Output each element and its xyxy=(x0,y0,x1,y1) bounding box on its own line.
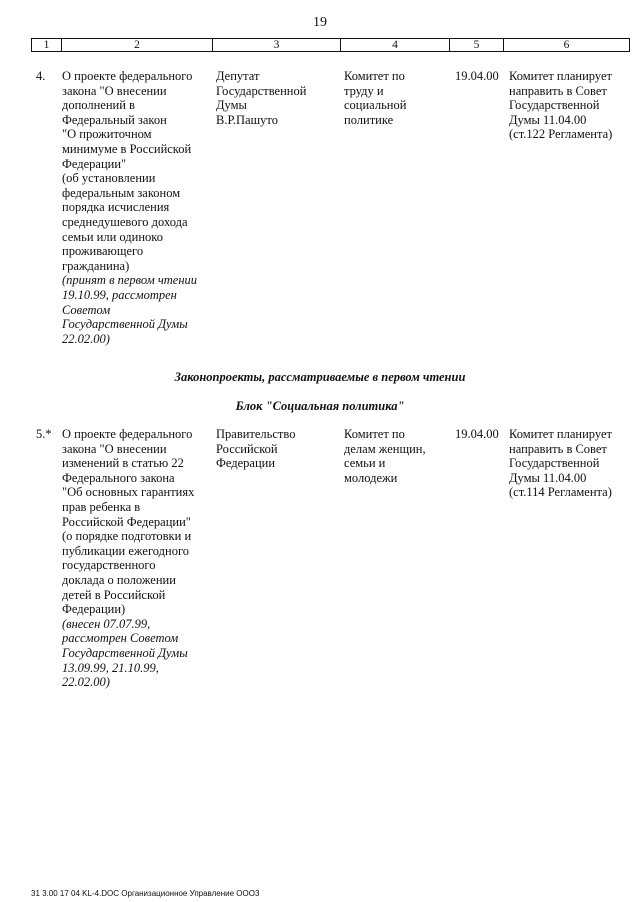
bill-title-line: гражданина) xyxy=(62,258,130,273)
author-line: Депутат xyxy=(216,69,260,83)
plan-line: Комитет планирует xyxy=(509,69,612,83)
bill-title-cell xyxy=(62,427,212,690)
column-header: 3 xyxy=(213,39,341,52)
author-line: Правительство xyxy=(216,427,296,441)
plan-line: направить в Совет xyxy=(509,83,607,98)
bill-status-note: 22.02.00) xyxy=(62,675,110,690)
bill-status-note: Государственной Думы xyxy=(62,317,188,332)
bill-title-line: изменений в статью 22 xyxy=(62,456,184,471)
bill-title-line: доклада о положении xyxy=(62,572,176,587)
bill-title-line: Федерации) xyxy=(62,602,126,617)
page-number: 19 xyxy=(313,15,327,30)
column-header: 4 xyxy=(341,39,450,52)
plan-line: Государственной xyxy=(509,456,600,471)
committee-line: Комитет по xyxy=(344,427,405,441)
column-header: 5 xyxy=(450,39,504,52)
author-cell xyxy=(216,69,336,127)
bill-title-line: Российской Федерации" xyxy=(62,514,191,529)
bill-status-note: 19.10.99, рассмотрен xyxy=(62,287,177,302)
section-heading: Законопроекты, рассматриваемые в первом чтении xyxy=(174,370,466,384)
bill-title-line: "Об основных гарантиях xyxy=(62,485,195,500)
committee-cell xyxy=(344,427,449,485)
date-cell: 19.04.00 xyxy=(455,69,499,83)
bill-title-line: Федеральный закон xyxy=(62,112,167,127)
author-line: Российской xyxy=(216,441,278,456)
bill-title-line: публикации ежегодного xyxy=(62,543,190,558)
committee-cell xyxy=(344,69,449,127)
bill-title-line: О проекте федерального xyxy=(62,69,193,83)
bill-title-line: закона "О внесении xyxy=(62,83,167,98)
author-line: Федерации xyxy=(216,456,276,471)
bill-title-line: (о порядке подготовки и xyxy=(62,529,192,544)
plan-line: Комитет планирует xyxy=(509,427,612,441)
author-line: В.Р.Пашуто xyxy=(216,112,278,127)
column-header: 6 xyxy=(504,39,630,52)
bill-title-line: (об установлении xyxy=(62,171,156,186)
bill-title-line: Федерации" xyxy=(62,156,127,171)
bill-status-note: Советом xyxy=(62,302,111,317)
bill-title-line: дополнений в xyxy=(62,98,135,113)
plan-cell xyxy=(509,69,634,142)
date-cell: 19.04.00 xyxy=(455,427,499,441)
bill-title-line: детей в Российской xyxy=(62,587,166,602)
column-header-table xyxy=(31,38,630,52)
committee-line: Комитет по xyxy=(344,69,405,83)
bill-title-line: "О прожиточном xyxy=(62,127,152,142)
document-footer: 31 3.00 17 04 KL-4.DOC Организационное Управление ООО3 xyxy=(31,889,260,898)
plan-line: Думы 11.04.00 xyxy=(509,470,587,485)
bill-title-line: закона "О внесении xyxy=(62,441,167,456)
row-number: 4. xyxy=(36,69,46,83)
bill-title-line: Федерального закона xyxy=(62,470,175,485)
author-cell xyxy=(216,427,336,471)
bill-title-line: прав ребенка в xyxy=(62,499,141,514)
bill-status-note: (внесен 07.07.99, xyxy=(62,616,151,631)
committee-line: политике xyxy=(344,112,394,127)
bill-title-line: порядка исчисления xyxy=(62,200,170,215)
block-heading: Блок "Социальная политика" xyxy=(235,399,405,413)
bill-title-line: государственного xyxy=(62,558,156,573)
column-header-row xyxy=(32,39,630,52)
author-line: Думы xyxy=(216,98,247,113)
bill-title-line: семьи или одиноко xyxy=(62,229,163,244)
bill-status-note: рассмотрен Советом xyxy=(62,631,179,646)
bill-title-line: среднедушевого дохода xyxy=(62,214,188,229)
author-line: Государственной xyxy=(216,83,307,98)
row-number: 5.* xyxy=(36,427,52,441)
bill-status-note: Государственной Думы xyxy=(62,645,188,660)
bill-title-line: О проекте федерального xyxy=(62,427,193,441)
bill-status-note: 13.09.99, 21.10.99, xyxy=(62,660,159,675)
bill-status-note: (принят в первом чтении xyxy=(62,273,198,288)
column-header: 2 xyxy=(62,39,213,52)
plan-line: (ст.122 Регламента) xyxy=(509,127,613,142)
column-header: 1 xyxy=(32,39,62,52)
committee-line: семьи и xyxy=(344,456,386,471)
plan-cell xyxy=(509,427,634,500)
bill-title-cell xyxy=(62,69,212,346)
bill-title-line: федеральным законом xyxy=(62,185,181,200)
plan-line: (ст.114 Регламента) xyxy=(509,485,612,500)
committee-line: делам женщин, xyxy=(344,441,426,456)
committee-line: социальной xyxy=(344,98,407,113)
bill-title-line: проживающего xyxy=(62,244,144,259)
plan-line: направить в Совет xyxy=(509,441,607,456)
bill-status-note: 22.02.00) xyxy=(62,331,110,346)
plan-line: Думы 11.04.00 xyxy=(509,112,587,127)
plan-line: Государственной xyxy=(509,98,600,113)
committee-line: труду и xyxy=(344,83,384,98)
committee-line: молодежи xyxy=(344,470,398,485)
bill-title-line: минимуме в Российской xyxy=(62,141,192,156)
